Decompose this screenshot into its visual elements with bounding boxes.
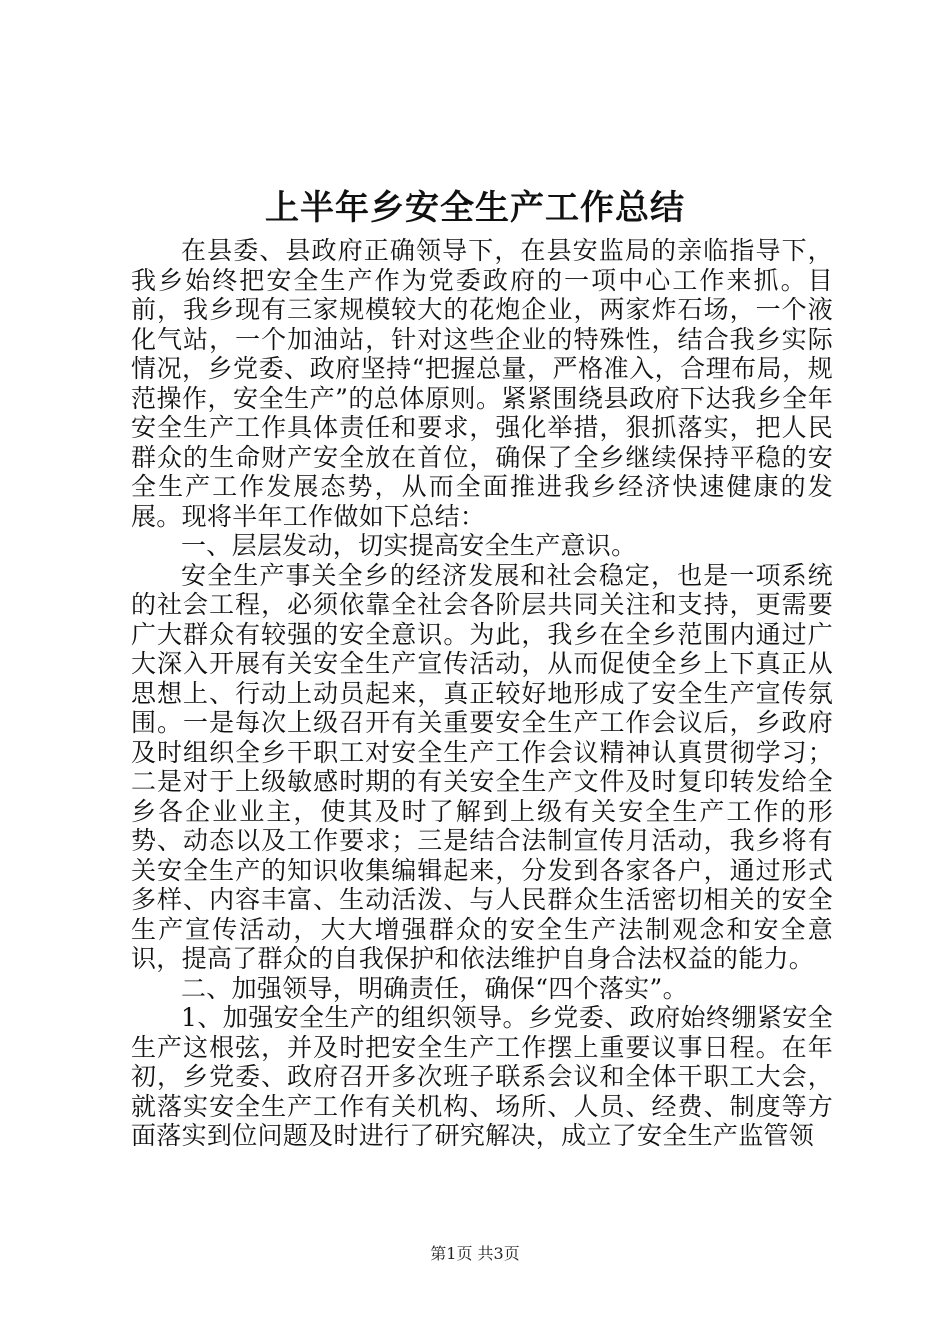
section-heading-2: 二、加强领导，明确责任，确保“四个落实”。 [181, 973, 688, 1003]
document-body [131, 236, 833, 1151]
page-footer: 第1页 共3页 [430, 1244, 520, 1263]
paragraph-intro: 在县委、县政府正确领导下，在县安监局的亲临指导下，我乡始终把安全生产作为党委政府的一项中心工作来抓。目前，我乡现有三家规模较大的花炮企业，两家炸石场，一个液化气站，一个加油站，针对这些企业的特殊性，结合我乡实际情况，乡党委、政府坚持“把握总量，严格准入，合理布局，规范操作，安全生产”的总体原则。紧紧围绕县政府下达我乡全年安全生产工作具体责任和要求，强化举措，狠抓落实，把人民群众的生命财产安全放在首位，确保了全乡继续保持平稳的安全生产工作发展态势，从而全面推进我乡经济快速健康的发展。现将半年工作做如下总结： [131, 236, 833, 531]
paragraph-section-2-item-1: 1、加强安全生产的组织领导。乡党委、政府始终绷紧安全生产这根弦，并及时把安全生产工作摆上重要议事日程。在年初，乡党委、政府召开多次班子联系会议和全体干职工大会，就落实安全生产工作有关机构、场所、人员、经费、制度等方面落实到位问题及时进行了研究解决，成立了安全生产监管领 [131, 1003, 833, 1150]
paragraph-section-1: 安全生产事关全乡的经济发展和社会稳定，也是一项系统的社会工程，必须依靠全社会各阶层共同关注和支持，更需要广大群众有较强的安全意识。为此，我乡在全乡范围内通过广大深入开展有关安全生产宣传活动，从而促使全乡上下真正从思想上、行动上动员起来，真正较好地形成了安全生产宣传氛围。一是每次上级召开有关重要安全生产工作会议后，乡政府及时组织全乡干职工对安全生产工作会议精神认真贯彻学习；二是对于上级敏感时期的有关安全生产文件及时复印转发给全乡各企业业主，使其及时了解到上级有关安全生产工作的形势、动态以及工作要求；三是结合法制宣传月活动，我乡将有关安全生产的知识收集编辑起来，分发到各家各户，通过形式多样、内容丰富、生动活泼、与人民群众生活密切相关的安全生产宣传活动，大大增强群众的安全生产法制观念和安全意识，提高了群众的自我保护和依法维护自身合法权益的能力。 [131, 560, 833, 973]
document-title: 上半年乡安全生产工作总结 [265, 188, 685, 228]
section-heading-1: 一、层层发动，切实提高安全生产意识。 [181, 531, 637, 560]
